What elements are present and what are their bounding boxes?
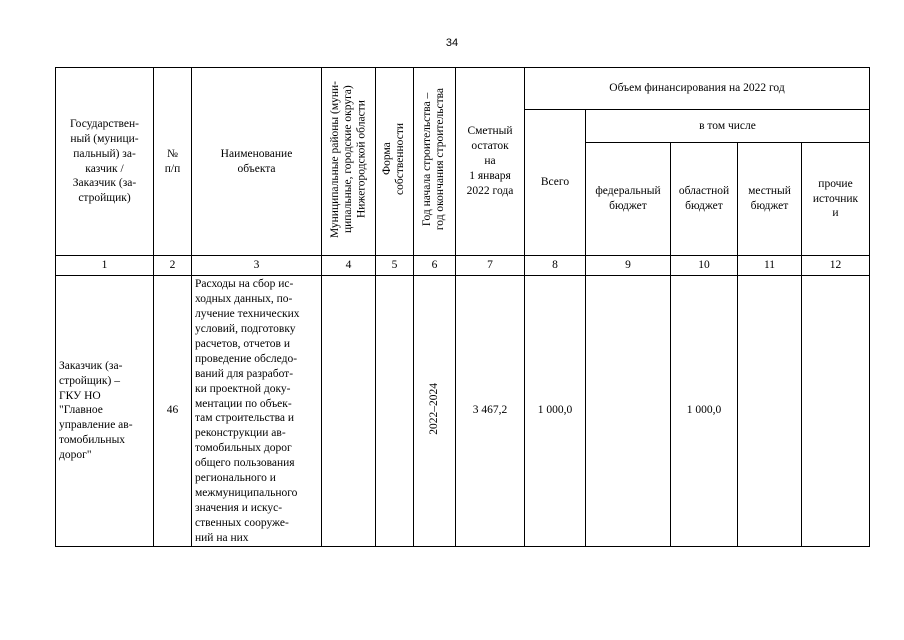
row-federal (586, 276, 671, 547)
row-districts (322, 276, 376, 547)
column-number: 2 (154, 256, 192, 276)
financing-table (55, 67, 870, 547)
row-regional: 1 000,0 (671, 276, 738, 547)
header-estimate: Сметный остаток на 1 января 2022 года (456, 68, 525, 256)
column-number: 8 (525, 256, 586, 276)
header-other: прочие источник и (802, 143, 870, 256)
row-other (802, 276, 870, 547)
column-number: 4 (322, 256, 376, 276)
column-number: 5 (376, 256, 414, 276)
header-ownership: Форма собственности (376, 68, 414, 256)
row-customer: Заказчик (за- стройщик) – ГКУ НО "Главное управление ав- томобильных дорог" (56, 276, 154, 547)
column-number-row (56, 256, 870, 276)
column-number: 6 (414, 256, 456, 276)
row-object-name: Расходы на сбор ис- ходных данных, по- лучение технических условий, подготовку расчетов, отчетов и проведение обследо- ваний для разработ- ки проектной доку- ментации по объек- там строительства и реконструкции ав- томобильных дорог общего пользования регионального и межмуниципального значения и искус- ственных сооруже- ний на них (192, 276, 322, 547)
header-total: Всего (525, 110, 586, 256)
header-local: местный бюджет (738, 143, 802, 256)
header-number: № п/п (154, 68, 192, 256)
row-local (738, 276, 802, 547)
row-number: 46 (154, 276, 192, 547)
column-number: 10 (671, 256, 738, 276)
header-regional: областной бюджет (671, 143, 738, 256)
header-years: Год начала строительства – год окончания строительства (414, 68, 456, 256)
header-customer: Государствен- ный (муници- пальный) за- казчик / Заказчик (за- стройщик) (56, 68, 154, 256)
table-row (56, 276, 870, 547)
header-object-name: Наименование объекта (192, 68, 322, 256)
header-row-1 (56, 68, 870, 110)
column-number: 7 (456, 256, 525, 276)
row-total: 1 000,0 (525, 276, 586, 547)
row-estimate: 3 467,2 (456, 276, 525, 547)
row-ownership (376, 276, 414, 547)
header-funding: Объем финансирования на 2022 год (525, 68, 870, 110)
column-number: 11 (738, 256, 802, 276)
header-districts: Муниципальные районы (муни- ципальные, городские округа) Нижегородской области (322, 68, 376, 256)
column-number: 1 (56, 256, 154, 276)
header-including: в том числе (586, 110, 870, 143)
header-federal: федеральный бюджет (586, 143, 671, 256)
column-number: 12 (802, 256, 870, 276)
row-years: 2022–2024 (414, 276, 456, 547)
column-number: 9 (586, 256, 671, 276)
column-number: 3 (192, 256, 322, 276)
page-number: 34 (445, 37, 459, 49)
